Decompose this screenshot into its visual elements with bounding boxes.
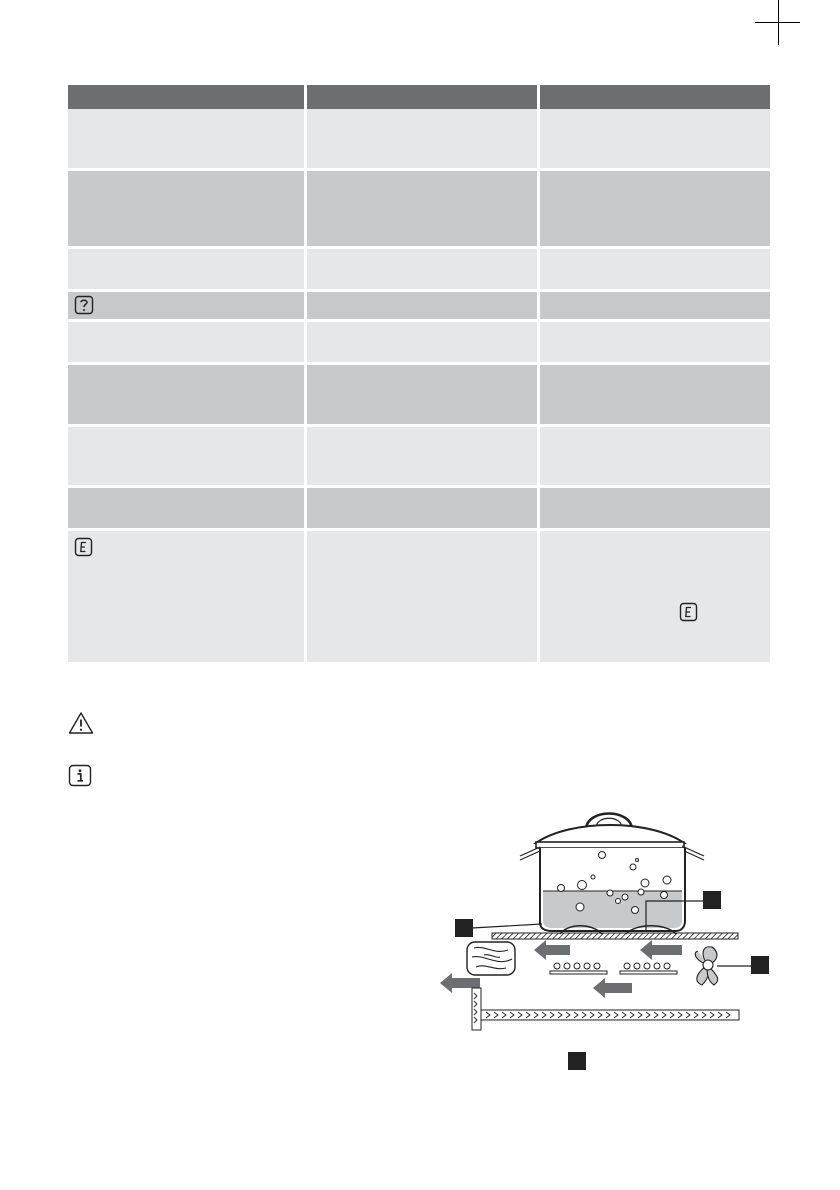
table-cell	[68, 488, 307, 531]
table-cell	[307, 171, 540, 249]
table-row	[68, 249, 770, 292]
question-display-icon	[74, 295, 94, 315]
table-cell	[540, 249, 770, 292]
table-cell	[540, 292, 770, 322]
cooling-fan-icon	[695, 947, 718, 985]
table-cell	[68, 322, 307, 365]
table-row	[68, 292, 770, 322]
table-cell	[68, 171, 307, 249]
cooking-pot-icon	[520, 814, 704, 932]
info-icon	[68, 764, 92, 788]
warning-triangle-icon	[68, 711, 94, 735]
table-cell	[540, 365, 770, 427]
cooktop-glass-icon	[492, 933, 738, 939]
header-cell-problem	[68, 85, 307, 109]
table-row	[68, 109, 770, 171]
table-cell	[540, 322, 770, 365]
table-header-row	[68, 85, 770, 109]
callout-marker-icon	[751, 956, 769, 974]
error-e-display-icon	[74, 537, 93, 557]
table-cell	[540, 427, 770, 488]
crop-mark	[778, 0, 779, 45]
callout-marker-icon	[568, 1052, 586, 1070]
table-cell	[68, 365, 307, 427]
wood-drawer-icon	[467, 942, 515, 975]
table-cell	[540, 109, 770, 171]
error-e-display-icon	[679, 602, 698, 622]
table-cell	[68, 109, 307, 171]
table-cell	[307, 365, 540, 427]
callout-marker-icon	[455, 919, 473, 937]
table-row	[68, 171, 770, 249]
table-cell	[307, 292, 540, 322]
table-cell	[540, 488, 770, 531]
table-cell	[307, 109, 540, 171]
table-cell	[307, 531, 540, 665]
troubleshooting-table	[68, 85, 770, 665]
table-cell	[68, 292, 307, 322]
table-row	[68, 531, 770, 665]
table-cell	[307, 427, 540, 488]
table-cell	[540, 531, 770, 665]
table-row	[68, 488, 770, 531]
table-cell	[68, 427, 307, 488]
table-row	[68, 365, 770, 427]
header-cell-cause	[307, 85, 540, 109]
table-cell	[68, 531, 307, 665]
header-cell-remedy	[540, 85, 770, 109]
table-cell	[307, 249, 540, 292]
induction-coil-icon	[550, 963, 677, 974]
table-cell	[68, 249, 307, 292]
table-cell	[307, 322, 540, 365]
hob-ventilation-figure	[420, 805, 780, 1085]
table-cell	[307, 488, 540, 531]
callout-marker-icon	[703, 891, 721, 909]
table-cell	[540, 171, 770, 249]
table-row	[68, 322, 770, 365]
vent-duct-icon	[472, 988, 739, 1030]
table-row	[68, 427, 770, 488]
